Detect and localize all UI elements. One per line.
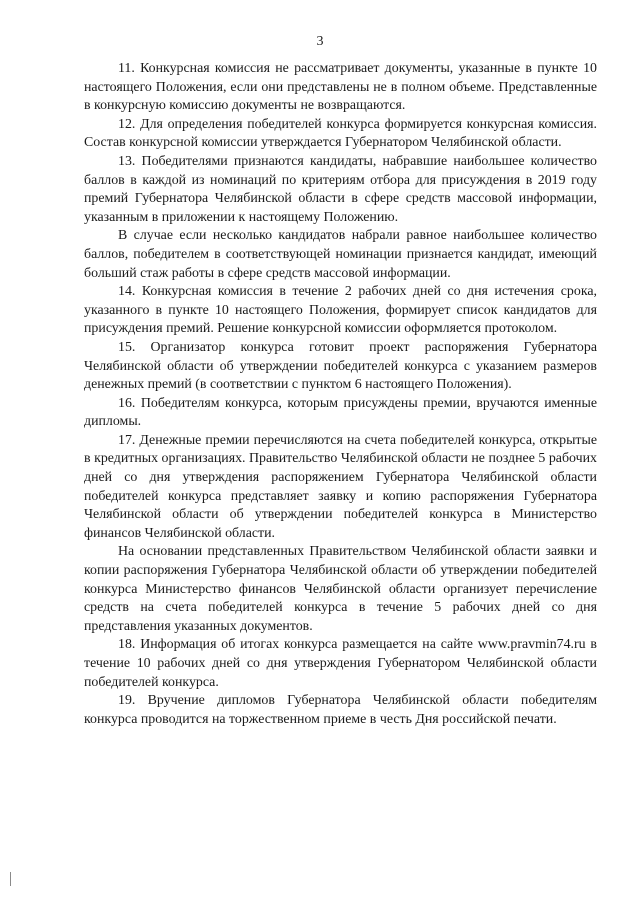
paragraph-13: 13. Победителями признаются кандидаты, набравшие наибольшее количество баллов в каждой из номинаций по критериям отбора для присуждения в 2019 году премий Губернатора Челябинской области в сфере средств массовой информации, указанным в приложении к настоящему Положению. (84, 153, 597, 225)
paragraph-17-transfer: На основании представленных Правительством Челябинской области заявки и копии распоряжения Губернатора Челябинской области об утверждении победителей конкурса Министерство финансов Челябинской области организует перечисление средств на счета победителей конкурса в течение 5 рабочих дней со дня представления указанных документов. (84, 544, 597, 634)
paragraph-14: 14. Конкурсная комиссия в течение 2 рабочих дней со дня истечения срока, указанного в пункте 10 настоящего Положения, формирует список кандидатов для присуждения премий. Решение конкурсной комиссии оформляется протоколом. (84, 284, 597, 337)
paragraph-12: 12. Для определения победителей конкурса формируется конкурсная комиссия. Состав конкурсной комиссии утверждается Губернатором Челябинской области. (84, 116, 597, 151)
paragraph-18: 18. Информация об итогах конкурса размещается на сайте www.pravmin74.ru в течение 10 рабочих дней со дня утверждения Губернатором Челябинской области победителей конкурса. (84, 637, 597, 690)
paragraph-19: 19. Вручение дипломов Губернатора Челябинской области победителям конкурса проводится на торжественном приеме в честь Дня российской печати. (84, 693, 597, 727)
paragraph-17: 17. Денежные премии перечисляются на счета победителей конкурса, открытые в кредитных организациях. Правительство Челябинской области не позднее 5 рабочих дней со дня утверждения распоряжением Губернатора Челябинской области победителей конкурса представляет заявку и копию распоряжения Губернатора Челябинской области об утверждении победителей конкурса в Министерство финансов Челябинской области. (84, 432, 597, 541)
scan-edge-mark (10, 872, 11, 886)
paragraph-16: 16. Победителям конкурса, которым присуждены премии, вручаются именные дипломы. (84, 395, 597, 430)
paragraph-13-tie-rule: В случае если несколько кандидатов набрали равное наибольшее количество баллов, победителем в соответствующей номинации признается кандидат, имеющий больший стаж работы в сфере средств массовой информации. (84, 228, 597, 281)
document-body (84, 60, 597, 729)
paragraph-15: 15. Организатор конкурса готовит проект распоряжения Губернатора Челябинской области об утверждении победителей конкурса с указанием размеров денежных премий (в соответствии с пунктом 6 настоящего Положения). (84, 339, 597, 393)
page-number: 3 (316, 34, 324, 49)
paragraph-11: 11. Конкурсная комиссия не рассматривает документы, указанные в пункте 10 настоящего Положения, если они представлены не в полном объеме. Представленные в конкурсную комиссию документы не возвращаются. (84, 61, 597, 114)
